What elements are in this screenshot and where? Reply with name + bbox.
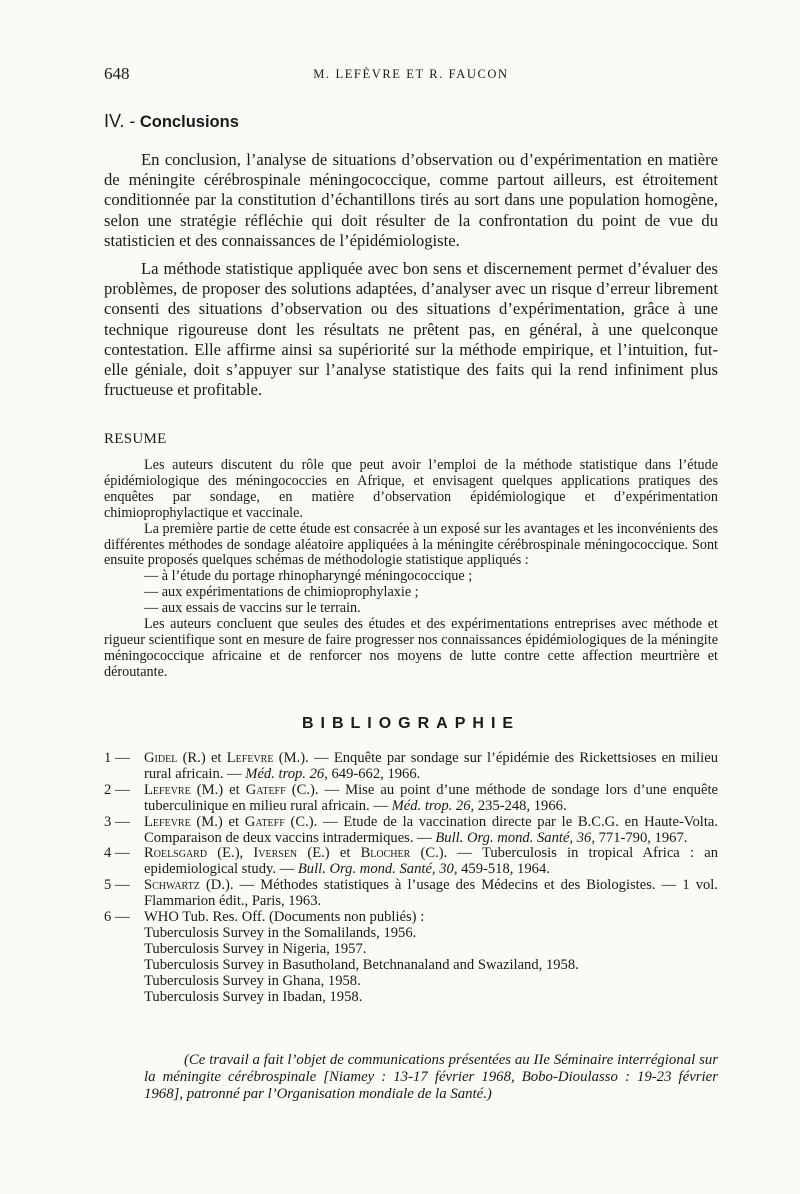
- resume-list-item: — aux expérimentations de chimioprophylaxie ;: [144, 584, 419, 601]
- entry-text: (C.). — Etude de la vaccination directe par le B.C.G. en Haute-Volta. Comparaison de deux vaccins intradermiques. —: [144, 813, 718, 846]
- entry-number: 1 —: [104, 750, 130, 766]
- bibliography-entry: [104, 846, 718, 878]
- author-name: Gateff: [244, 813, 285, 830]
- conclusions-paragraph: En conclusion, l’analyse de situations d’observation ou d’expérimentation en matière de méningite cérébrospinale méningococcique, comme partout ailleurs, est étroitement conditionnée par la constitution d’échantillons tirés au sort dans une population homogène, selon une stratégie réfléchie qui doit résulter de la confrontation du point de vue du statisticien et des connaissances de l’épidémiologiste.: [104, 150, 718, 250]
- resume-title: RESUME: [104, 431, 167, 447]
- survey-line: Tuberculosis Survey in Basutholand, Betchnanaland and Swaziland, 1958.: [144, 956, 579, 973]
- entry-text: 235-248, 1966.: [474, 797, 567, 814]
- entry-text: (R.) et: [177, 750, 227, 766]
- author-name: Lefevre: [144, 781, 191, 798]
- author-name: Roelsgard: [144, 845, 208, 862]
- author-name: Schwartz: [144, 877, 200, 894]
- author-name: Iversen: [253, 845, 298, 862]
- entry-text: (E.),: [207, 845, 254, 862]
- section-number: IV. -: [104, 111, 136, 131]
- entry-number: 2 —: [104, 781, 130, 798]
- page-number: 648: [104, 64, 130, 83]
- conclusions-paragraph: La méthode statistique appliquée avec bon sens et discernement permet d’évaluer des problèmes, de proposer des solutions adaptées, d’analyser avec un risque d’erreur librement consenti des situations d’observation ou des situations d’expérimentation, grâce à une technique rigoureuse dont les résultats ne prêtent pas, en général, à une quelconque contestation. Elle affirme ainsi sa supériorité sur la méthode empirique, et l’intuition, fut-elle géniale, doit s’appuyer sur l’analyse statistique des faits qui la rend infiniment plus fructueuse et profitable.: [104, 259, 718, 400]
- bibliography-title: BIBLIOGRAPHIE: [301, 715, 521, 732]
- page-header: [104, 64, 718, 86]
- resume-paragraph: Les auteurs concluent que seules des études et des expérimentations entreprises avec méthode et rigueur scientifique sont en mesure de faire progresser nos connaissances épidémiologiques de la méningite méningococcique africaine et de renforcer nos moyens de lutte contre cette affection meurtrière et déroutante.: [104, 616, 718, 680]
- footnote: (Ce travail a fait l’objet de communications présentées au IIe Séminaire interrégional sur la méningite cérébrospinale [Niamey : 13-17 février 1968, Bobo-Dioulasso : 19-23 février 1968], patronné par l’Organisation mondiale de la Santé.): [144, 1052, 718, 1102]
- entry-text: (C.). — Tuberculosis in tropical Africa : an epidemiological study. —: [144, 845, 718, 878]
- entry-text: (M.). — Enquête par sondage sur l’épidémie des Rickettsioses en milieu rural africain. —: [144, 750, 718, 782]
- author-name: Gidel: [144, 750, 178, 766]
- running-head: M. LEFÈVRE ET R. FAUCON: [313, 67, 509, 81]
- bibliography-entry: [104, 878, 718, 910]
- section-heading: [104, 111, 239, 132]
- bibliography-entry: [104, 751, 718, 783]
- entry-number: 6 —: [104, 909, 130, 926]
- survey-line: Tuberculosis Survey in Ibadan, 1958.: [144, 988, 363, 1005]
- entry-number: 5 —: [104, 877, 130, 894]
- entry-text: (E.) et: [297, 845, 361, 862]
- resume-paragraph: Les auteurs discutent du rôle que peut avoir l’emploi de la méthode statistique dans l’étude épidémiologique des méningococcies en Afrique, et envisagent quelques applications pratiques des enquêtes par sondage, en matière d’observation épidémiologique et d’expérimentation chimioprophylactique et vaccinale.: [104, 457, 718, 521]
- entry-text: (M.) et: [190, 781, 246, 798]
- entry-text: 771-790, 1967.: [594, 829, 688, 846]
- author-name: Blocher: [360, 845, 411, 862]
- author-name: Lefevre: [226, 750, 274, 766]
- section-title: Conclusions: [139, 113, 239, 131]
- entry-text: 459-518, 1964.: [457, 861, 550, 878]
- resume-list-item: — à l’étude du portage rhinopharyngé méningococcique ;: [144, 568, 473, 585]
- author-name: Gateff: [245, 781, 286, 798]
- author-name: Lefevre: [144, 813, 191, 830]
- bibliography-list: [104, 751, 718, 1006]
- survey-line: Tuberculosis Survey in Nigeria, 1957.: [144, 940, 367, 957]
- entry-number: 4 —: [104, 845, 130, 862]
- journal-name: Méd. trop. 26,: [245, 765, 328, 782]
- conclusions-body: [104, 150, 718, 408]
- entry-text: (C.). — Mise au point d’une méthode de sondage lors d’une enquête tuberculinique en milieu rural africain. —: [144, 781, 718, 814]
- bibliography-entry: [104, 783, 718, 815]
- journal-name: Méd. trop. 26,: [391, 797, 475, 814]
- entry-number: 3 —: [104, 813, 130, 830]
- resume-paragraph: La première partie de cette étude est consacrée à un exposé sur les avantages et les inconvénients des différentes méthodes de sondage aléatoire appliquées à la méningite cérébrospinale méningococcique. Sont ensuite proposés quelques schémas de méthodologie statistique appliqués :: [104, 520, 718, 569]
- bibliography-entry: [104, 910, 718, 1005]
- journal-name: Bull. Org. mond. Santé, 30,: [297, 861, 458, 878]
- journal-name: Bull. Org. mond. Santé, 36,: [435, 829, 595, 846]
- entry-text: (M.) et: [190, 813, 245, 830]
- entry-text: WHO Tub. Res. Off. (Documents non publiés) :: [144, 909, 425, 926]
- entry-text: 649-662, 1966.: [327, 765, 421, 782]
- resume-list-item: — aux essais de vaccins sur le terrain.: [144, 600, 361, 617]
- survey-line: Tuberculosis Survey in Ghana, 1958.: [144, 972, 361, 989]
- bibliography-entry: [104, 815, 718, 847]
- entry-text: (D.). — Méthodes statistiques à l’usage des Médecins et des Biologistes. — 1 vol. Flammarion édit., Paris, 1963.: [144, 877, 718, 910]
- resume-body: [104, 458, 718, 681]
- survey-line: Tuberculosis Survey in the Somalilands, 1956.: [144, 924, 417, 941]
